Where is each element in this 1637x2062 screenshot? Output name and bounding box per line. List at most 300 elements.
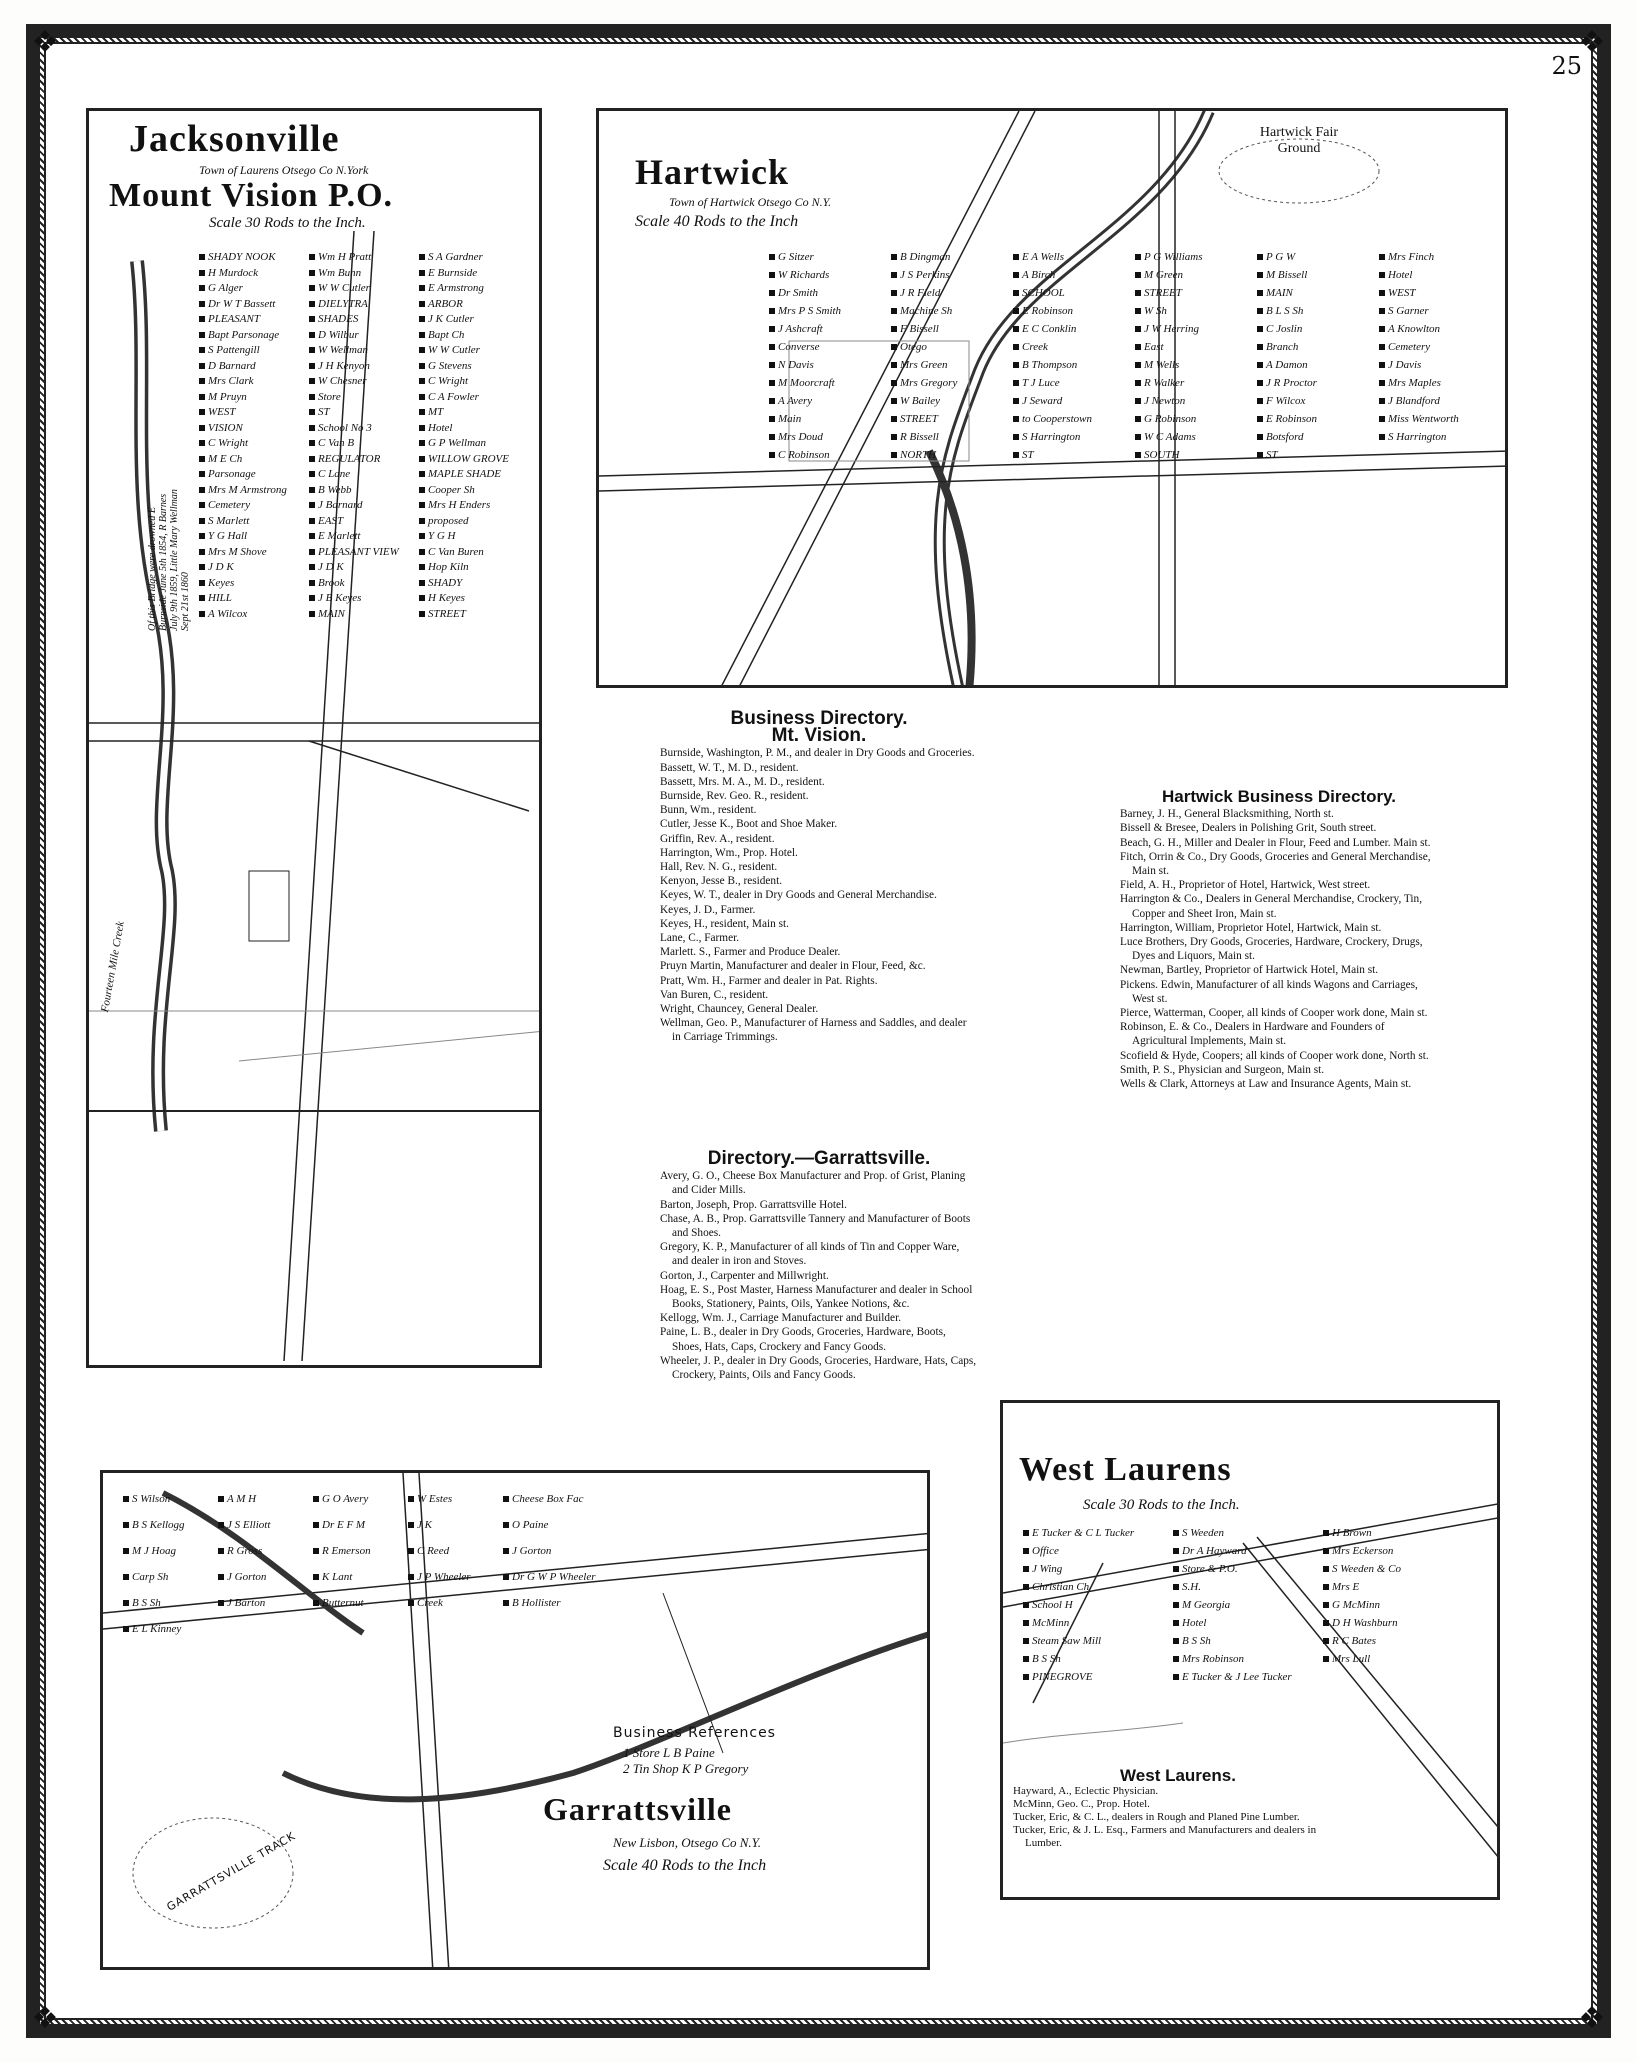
building-marker bbox=[1013, 452, 1019, 458]
map-label bbox=[309, 592, 361, 604]
map-label-text: Miss Wentworth bbox=[1388, 413, 1459, 425]
jacksonville-title: Jacksonville bbox=[129, 118, 340, 160]
map-label-text: ARBOR bbox=[428, 297, 463, 310]
map-label-text: Dr W T Bassett bbox=[208, 297, 276, 310]
map-label-text: M E Ch bbox=[208, 452, 243, 465]
building-marker bbox=[199, 409, 205, 415]
building-marker bbox=[1257, 254, 1263, 260]
map-label-text: A Damon bbox=[1266, 359, 1308, 371]
map-label-text: Mrs P S Smith bbox=[778, 305, 842, 317]
building-marker bbox=[891, 398, 897, 404]
map-garrattsville bbox=[100, 1470, 930, 1970]
directory-entry: Keyes, W. T., dealer in Dry Goods and General Merchandise. bbox=[660, 889, 937, 902]
building-marker bbox=[1023, 1656, 1029, 1662]
map-label bbox=[419, 298, 463, 310]
map-label bbox=[891, 377, 957, 389]
directory-entry: Barton, Joseph, Prop. Garrattsville Hotel. bbox=[660, 1198, 847, 1211]
map-label-text: B Hollister bbox=[512, 1597, 561, 1609]
building-marker bbox=[769, 272, 775, 278]
map-label-text: Mrs Gregory bbox=[900, 377, 958, 389]
map-label bbox=[1013, 413, 1092, 425]
river-label: Fourteen Mile Creek bbox=[99, 920, 127, 1014]
map-label-text: HILL bbox=[208, 592, 232, 604]
map-label-text: VISION bbox=[208, 421, 243, 434]
building-marker bbox=[891, 326, 897, 332]
map-label-text: J P Wheeler bbox=[417, 1571, 471, 1583]
map-label-text: Store & P.O. bbox=[1182, 1563, 1238, 1575]
directory-entry: Wright, Chauncey, General Dealer. bbox=[660, 1003, 819, 1016]
map-label bbox=[503, 1545, 551, 1557]
directory-entry: Smith, P. S., Physician and Surgeon, Main st. bbox=[1120, 1063, 1325, 1076]
map-label-text: G P Wellman bbox=[428, 437, 487, 449]
building-marker bbox=[503, 1600, 509, 1606]
directory-entry: Kellogg, Wm. J., Carriage Manufacturer and Builder. bbox=[660, 1312, 902, 1325]
map-label bbox=[1135, 449, 1179, 461]
map-label bbox=[199, 515, 249, 527]
map-label bbox=[891, 431, 939, 443]
map-label bbox=[199, 499, 250, 511]
building-marker bbox=[419, 301, 425, 307]
building-marker bbox=[218, 1522, 224, 1528]
building-marker bbox=[1323, 1530, 1329, 1536]
map-label bbox=[419, 561, 469, 573]
map-label-text: ST bbox=[1266, 449, 1278, 461]
building-marker bbox=[891, 380, 897, 386]
map-label bbox=[419, 546, 484, 558]
mt-vision-directory bbox=[660, 708, 978, 1045]
corner-ornament-icon: ❖ bbox=[1578, 25, 1606, 60]
building-marker bbox=[408, 1496, 414, 1502]
building-marker bbox=[1379, 290, 1385, 296]
map-label bbox=[1135, 431, 1196, 443]
map-label-text: MAIN bbox=[1266, 287, 1293, 299]
garrattsville-track: GARRATTSVILLE TRACK bbox=[164, 1829, 298, 1914]
building-marker bbox=[1257, 362, 1263, 368]
map-label-text: Y G H bbox=[428, 530, 456, 542]
map-label-text: S Marlett bbox=[208, 514, 250, 527]
map-label-text: Mrs H Enders bbox=[428, 499, 491, 511]
map-label-text: B S Kellogg bbox=[132, 1519, 185, 1531]
map-label-text: Carp Sh bbox=[132, 1571, 169, 1583]
building-marker bbox=[419, 316, 425, 322]
map-label-text: J D K bbox=[318, 561, 344, 573]
map-label-text: C Reed bbox=[417, 1545, 450, 1557]
map-label-text: S Harrington bbox=[1388, 431, 1447, 443]
map-label bbox=[769, 413, 801, 425]
building-marker bbox=[1379, 308, 1385, 314]
building-marker bbox=[1173, 1566, 1179, 1572]
garrattsville-dir-heading: Directory.—Garrattsville. bbox=[707, 1148, 931, 1169]
map-label bbox=[123, 1545, 176, 1557]
building-marker bbox=[309, 285, 315, 291]
map-label bbox=[1173, 1581, 1201, 1593]
building-marker bbox=[199, 580, 205, 586]
building-marker bbox=[419, 471, 425, 477]
building-marker bbox=[503, 1522, 509, 1528]
bridge-note: Of this Bridge were drowned E Burnside June 5th 1854, R Barnes July 9th 1859, Little Mary Wellman Sept 21st 1860 bbox=[147, 489, 191, 631]
map-label-text: Steam Saw Mill bbox=[1032, 1635, 1102, 1647]
map-label-text: R Emerson bbox=[322, 1545, 371, 1557]
map-label bbox=[218, 1597, 265, 1609]
directory-entry: Pickens. Edwin, Manufacturer of all kinds Wagons and Carriages, West st. bbox=[1120, 978, 1418, 1005]
building-marker bbox=[199, 595, 205, 601]
building-marker bbox=[218, 1548, 224, 1554]
map-label bbox=[503, 1597, 561, 1609]
map-label bbox=[769, 377, 835, 389]
building-marker bbox=[1257, 326, 1263, 332]
building-marker bbox=[1323, 1656, 1329, 1662]
map-hartwick bbox=[596, 108, 1508, 688]
building-marker bbox=[1379, 326, 1385, 332]
map-label bbox=[891, 359, 948, 371]
map-label bbox=[769, 395, 812, 407]
map-label-text: P G Williams bbox=[1144, 251, 1203, 263]
map-label-text: E A Wells bbox=[1022, 251, 1064, 263]
map-label-text: Mrs M Shove bbox=[208, 545, 267, 558]
map-label-text: R C Bates bbox=[1332, 1635, 1376, 1647]
building-marker bbox=[419, 580, 425, 586]
map-label bbox=[769, 305, 841, 317]
map-label-text: Wm H Pratt bbox=[318, 251, 372, 263]
business-ref-1: 1 Store L B Paine bbox=[623, 1745, 715, 1760]
map-label bbox=[419, 360, 472, 372]
map-label bbox=[1257, 269, 1307, 281]
building-marker bbox=[1257, 380, 1263, 386]
map-label-text: SHADES bbox=[318, 313, 359, 325]
building-marker bbox=[419, 270, 425, 276]
map-label-text: Y G Hall bbox=[208, 530, 248, 542]
map-label-text: ST bbox=[318, 406, 330, 418]
map-label bbox=[1379, 395, 1440, 407]
building-marker bbox=[891, 272, 897, 278]
building-marker bbox=[309, 440, 315, 446]
directory-entry: Wells & Clark, Attorneys at Law and Insurance Agents, Main st. bbox=[1120, 1078, 1412, 1091]
building-marker bbox=[123, 1548, 129, 1554]
building-marker bbox=[1135, 416, 1141, 422]
map-label-text: EAST bbox=[318, 514, 344, 527]
map-label-text: McMinn bbox=[1032, 1617, 1070, 1629]
building-marker bbox=[419, 409, 425, 415]
directory-entry: Hoag, E. S., Post Master, Harness Manufacturer and dealer in School Books, Stationery, Paints, Oils, Yankee Notions, &c. bbox=[660, 1283, 973, 1311]
directory-entry: Gregory, K. P., Manufacturer of all kinds of Tin and Copper Ware, and dealer in iron and Stoves. bbox=[660, 1241, 960, 1268]
building-marker bbox=[309, 564, 315, 570]
building-marker bbox=[1257, 290, 1263, 296]
map-label bbox=[891, 395, 940, 407]
directory-entry: Burnside, Washington, P. M., and dealer in Dry Goods and Groceries. bbox=[660, 747, 975, 760]
directory-entry: Keyes, H., resident, Main st. bbox=[660, 917, 789, 930]
map-label bbox=[1023, 1527, 1134, 1539]
corner-ornament-icon: ❖ bbox=[31, 2001, 59, 2036]
map-label-text: to Cooperstown bbox=[1022, 413, 1092, 425]
map-label bbox=[123, 1597, 161, 1609]
map-label bbox=[1135, 341, 1164, 353]
directory-entry: Van Buren, C., resident. bbox=[660, 988, 769, 1001]
map-label bbox=[891, 251, 950, 263]
building-marker bbox=[419, 595, 425, 601]
building-marker bbox=[309, 549, 315, 555]
map-label-text: J Barton bbox=[227, 1597, 266, 1609]
map-label bbox=[1257, 305, 1303, 317]
map-label-text: S Garner bbox=[1388, 305, 1429, 317]
building-marker bbox=[1379, 344, 1385, 350]
map-label bbox=[309, 251, 371, 263]
map-label bbox=[419, 453, 509, 465]
map-label bbox=[123, 1493, 170, 1505]
hartwick-dir-entries bbox=[1120, 807, 1438, 1091]
map-label bbox=[419, 329, 464, 341]
map-label bbox=[123, 1623, 181, 1635]
map-label bbox=[1173, 1617, 1206, 1629]
building-marker bbox=[123, 1626, 129, 1632]
map-label-text: A Birch bbox=[1022, 269, 1056, 281]
map-label-text: Cooper Sh bbox=[428, 483, 475, 496]
building-marker bbox=[419, 332, 425, 338]
map-label bbox=[419, 468, 501, 480]
map-label-text: J B Keyes bbox=[318, 592, 362, 604]
map-label-text: STREET bbox=[1144, 287, 1182, 299]
map-label bbox=[1173, 1635, 1211, 1647]
map-label-text: J S Perkins bbox=[900, 269, 950, 281]
map-label bbox=[419, 422, 452, 434]
building-marker bbox=[1323, 1566, 1329, 1572]
map-label bbox=[313, 1519, 365, 1531]
building-marker bbox=[199, 564, 205, 570]
map-label bbox=[309, 484, 352, 496]
map-label-text: NORTH bbox=[900, 449, 937, 461]
map-label bbox=[419, 344, 480, 356]
building-marker bbox=[891, 434, 897, 440]
directory-entry: Barney, J. H., General Blacksmithing, North st. bbox=[1120, 808, 1334, 821]
building-marker bbox=[769, 308, 775, 314]
map-label-text: Mrs E bbox=[1332, 1581, 1360, 1593]
map-label bbox=[309, 298, 368, 310]
map-label-text: J H Kenyon bbox=[318, 359, 370, 372]
map-label-text: East bbox=[1144, 341, 1164, 353]
map-label-text: PLEASANT VIEW bbox=[318, 545, 399, 558]
building-marker bbox=[769, 416, 775, 422]
building-marker bbox=[1023, 1674, 1029, 1680]
hartwick-subtitle: Town of Hartwick Otsego Co N.Y. bbox=[669, 195, 832, 209]
map-label bbox=[1257, 377, 1317, 389]
building-marker bbox=[891, 290, 897, 296]
map-label bbox=[891, 413, 938, 425]
map-label-text: S Wilson bbox=[132, 1493, 171, 1505]
map-label-text: G Robinson bbox=[1144, 413, 1197, 425]
map-label bbox=[1013, 287, 1065, 299]
directory-entry: McMinn, Geo. C., Prop. Hotel. bbox=[1013, 1798, 1150, 1810]
map-label bbox=[1323, 1635, 1376, 1647]
building-marker bbox=[769, 290, 775, 296]
building-marker bbox=[199, 456, 205, 462]
building-marker bbox=[419, 394, 425, 400]
directory-entry: Newman, Bartley, Proprietor of Hartwick Hotel, Main st. bbox=[1120, 964, 1379, 977]
map-label bbox=[218, 1519, 270, 1531]
west-laurens-scale: Scale 30 Rods to the Inch. bbox=[1083, 1497, 1240, 1513]
building-marker bbox=[123, 1496, 129, 1502]
map-label-text: C Joslin bbox=[1266, 323, 1303, 335]
map-label bbox=[891, 305, 952, 317]
map-label-text: J Barnard bbox=[318, 499, 363, 511]
map-label bbox=[1023, 1581, 1089, 1593]
map-label bbox=[309, 577, 344, 589]
building-marker bbox=[199, 425, 205, 431]
building-marker bbox=[199, 518, 205, 524]
map-label bbox=[1379, 377, 1441, 389]
building-marker bbox=[309, 456, 315, 462]
map-label-text: PINEGROVE bbox=[1032, 1671, 1093, 1683]
map-label bbox=[503, 1571, 596, 1583]
directory-entry: Harrington, Wm., Prop. Hotel. bbox=[660, 846, 798, 859]
map-label bbox=[419, 313, 474, 325]
map-label bbox=[1323, 1545, 1393, 1557]
building-marker bbox=[199, 440, 205, 446]
map-label-text: W Wellman bbox=[318, 344, 369, 356]
map-label-text: MAPLE SHADE bbox=[428, 468, 502, 480]
map-label bbox=[1135, 269, 1183, 281]
map-label bbox=[1323, 1617, 1398, 1629]
map-label-text: REGULATOR bbox=[318, 452, 381, 465]
map-label-text: WEST bbox=[208, 406, 236, 418]
map-label-text: J Seward bbox=[1022, 395, 1063, 407]
building-marker bbox=[419, 518, 425, 524]
building-marker bbox=[769, 380, 775, 386]
map-label-text: Keyes bbox=[208, 576, 235, 589]
building-marker bbox=[1013, 380, 1019, 386]
map-label-text: K Lant bbox=[322, 1571, 353, 1583]
map-label-text: D Wilbur bbox=[318, 328, 359, 341]
map-label bbox=[1135, 305, 1167, 317]
map-label-text: G Stevens bbox=[428, 359, 472, 372]
map-label bbox=[309, 282, 370, 294]
map-label-text: SHADY bbox=[428, 576, 463, 589]
map-label-text: Creek bbox=[1022, 341, 1048, 353]
map-label-text: Brook bbox=[318, 576, 345, 589]
map-label bbox=[199, 282, 243, 294]
building-marker bbox=[769, 254, 775, 260]
map-label bbox=[1379, 269, 1412, 281]
building-marker bbox=[309, 332, 315, 338]
building-marker bbox=[199, 316, 205, 322]
building-marker bbox=[1173, 1530, 1179, 1536]
map-label bbox=[1023, 1653, 1061, 1665]
west-laurens-directory bbox=[1013, 1766, 1343, 1850]
directory-entry: Burnside, Rev. Geo. R., resident. bbox=[660, 790, 809, 803]
map-label bbox=[313, 1545, 371, 1557]
map-label-text: J K Cutler bbox=[428, 313, 474, 325]
map-label-text: WILLOW GROVE bbox=[428, 452, 509, 465]
directory-entry: Bassett, W. T., M. D., resident. bbox=[660, 761, 799, 774]
map-label bbox=[1135, 323, 1199, 335]
map-label bbox=[1135, 377, 1184, 389]
building-marker bbox=[419, 487, 425, 493]
map-label bbox=[1257, 287, 1293, 299]
map-label-text: H Keyes bbox=[428, 592, 465, 604]
map-label-text: B Dingman bbox=[900, 251, 951, 263]
building-marker bbox=[199, 301, 205, 307]
map-label bbox=[1379, 413, 1459, 425]
map-label bbox=[1323, 1563, 1401, 1575]
map-west-laurens bbox=[1000, 1400, 1500, 1900]
map-label bbox=[408, 1545, 449, 1557]
map-label-text: Wm Bunn bbox=[318, 266, 362, 279]
map-label bbox=[309, 313, 358, 325]
building-marker bbox=[123, 1600, 129, 1606]
building-marker bbox=[1173, 1620, 1179, 1626]
building-marker bbox=[1023, 1584, 1029, 1590]
map-label bbox=[1023, 1617, 1069, 1629]
directory-entry: Pruyn Martin, Manufacturer and dealer in Flour, Feed, &c. bbox=[660, 960, 926, 973]
map-label bbox=[891, 323, 939, 335]
map-label-text: PLEASANT bbox=[208, 313, 260, 325]
map-label bbox=[199, 608, 247, 620]
building-marker bbox=[1323, 1584, 1329, 1590]
building-marker bbox=[408, 1600, 414, 1606]
building-marker bbox=[1323, 1620, 1329, 1626]
map-label bbox=[199, 406, 236, 418]
directory-entry: Harrington, William, Proprietor Hotel, Hartwick, Main st. bbox=[1120, 921, 1382, 934]
map-label bbox=[309, 406, 330, 418]
map-label-text: Hop Kiln bbox=[428, 561, 469, 573]
map-label-text: B S Sh bbox=[1182, 1635, 1211, 1647]
building-marker bbox=[1379, 398, 1385, 404]
building-marker bbox=[1379, 380, 1385, 386]
map-label-text: Dr A Hayward bbox=[1182, 1545, 1247, 1557]
map-label bbox=[419, 375, 468, 387]
garrattsville-title: Garrattsville bbox=[543, 1791, 732, 1827]
building-marker bbox=[199, 332, 205, 338]
map-label-text: WEST bbox=[1388, 287, 1416, 299]
building-marker bbox=[313, 1496, 319, 1502]
map-label bbox=[769, 251, 814, 263]
map-label-text: Mrs Maples bbox=[1388, 377, 1441, 389]
building-marker bbox=[218, 1600, 224, 1606]
building-marker bbox=[1135, 290, 1141, 296]
map-label bbox=[408, 1597, 443, 1609]
map-label-text: C Wright bbox=[428, 375, 469, 387]
building-marker bbox=[199, 347, 205, 353]
directory-entry: Bissell & Bresee, Dealers in Polishing Grit, South street. bbox=[1120, 822, 1377, 835]
map-label-text: Mrs Robinson bbox=[1182, 1653, 1245, 1665]
building-marker bbox=[419, 533, 425, 539]
map-label-text: J Blandford bbox=[1388, 395, 1440, 407]
map-label-text: G O Avery bbox=[322, 1493, 369, 1505]
map-label bbox=[769, 269, 829, 281]
building-marker bbox=[309, 611, 315, 617]
building-marker bbox=[769, 434, 775, 440]
map-label bbox=[1379, 431, 1446, 443]
directory-entry: Hayward, A., Eclectic Physician. bbox=[1013, 1785, 1159, 1797]
map-label bbox=[1013, 251, 1064, 263]
map-label-text: M Bissell bbox=[1266, 269, 1308, 281]
directory-entry: Scofield & Hyde, Coopers; all kinds of Cooper work done, North st. bbox=[1120, 1049, 1429, 1062]
building-marker bbox=[891, 344, 897, 350]
building-marker bbox=[309, 347, 315, 353]
hartwick-fair-ground: Hartwick Fair Ground bbox=[1259, 125, 1339, 156]
map-label-text: M Moorcraft bbox=[778, 377, 835, 389]
map-label bbox=[891, 341, 927, 353]
map-label-text: E Burnside bbox=[428, 266, 478, 279]
building-marker bbox=[1323, 1548, 1329, 1554]
building-marker bbox=[199, 471, 205, 477]
map-label-text: School H bbox=[1032, 1599, 1073, 1611]
building-marker bbox=[408, 1574, 414, 1580]
map-label-text: O Paine bbox=[512, 1519, 549, 1531]
map-label-text: R Walker bbox=[1144, 377, 1185, 389]
building-marker bbox=[1135, 398, 1141, 404]
map-label-text: J R Field bbox=[900, 287, 941, 299]
west-laurens-dir-entries bbox=[1013, 1785, 1343, 1850]
map-label-text: J S Elliott bbox=[227, 1519, 271, 1531]
